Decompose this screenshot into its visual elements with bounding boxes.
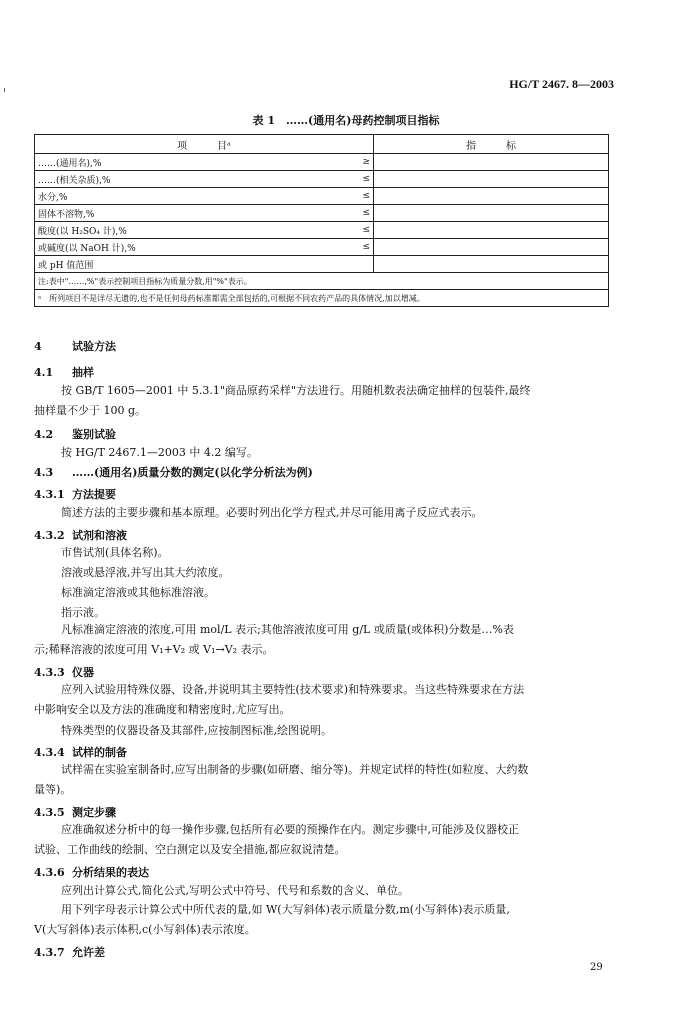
paragraph: 抽样量不少于 100 g。 (34, 404, 147, 417)
section-title: 鉴别试验 (72, 428, 116, 441)
section-number: 4 (34, 340, 42, 353)
paragraph: 试样需在实验室制备时,应写出制备的步骤(如研磨、缩分等)。并规定试样的特性(如粒度、大约数 (61, 763, 529, 776)
row-symbol: ≤ (353, 188, 374, 205)
table-row (35, 256, 609, 273)
table-caption: 表 1 ……(通用名)母药控制项目指标 (252, 114, 440, 127)
section-heading (34, 944, 105, 960)
table-footnote-row (35, 290, 609, 307)
row-item: 酸度(以 H₂SO₄ 计),% (35, 222, 354, 239)
section-heading (34, 744, 127, 760)
paragraph: 应准确叙述分析中的每一操作步骤,包括所有必要的预操作在内。测定步骤中,可能涉及仪器校正 (61, 823, 519, 836)
section-number: 4.3.7 (34, 946, 65, 959)
paragraph: 应列入试验用特殊仪器、设备,并说明其主要特性(技术要求)和特殊要求。当这些特殊要求在方法 (61, 683, 525, 696)
table-footnote: ᵃ 所列项目不是详尽无遗的,也不是任何母药标准都需全部包括的,可根据不同农药产品的具体情况,加以增减。 (35, 290, 609, 307)
table-row (35, 222, 609, 239)
section-number: 4.2 (34, 428, 54, 441)
section-heading (34, 426, 116, 442)
row-item: 或碱度(以 NaOH 计),% (35, 239, 354, 256)
table-body (35, 154, 609, 273)
row-value (374, 222, 609, 239)
section-title: 试样的制备 (72, 746, 127, 759)
paragraph: 凡标准滴定溶液的浓度,可用 mol/L 表示;其他溶液浓度可用 g/L 或质量(或体积)分数是…%表 (61, 623, 514, 636)
row-value (374, 171, 609, 188)
section-title: 分析结果的表达 (72, 866, 149, 879)
table-row (35, 171, 609, 188)
paragraph: 特殊类型的仪器设备及其部件,应按制图标准,绘图说明。 (61, 724, 332, 737)
section-number: 4.3.4 (34, 746, 65, 759)
table-row (35, 188, 609, 205)
indicator-table (34, 134, 609, 307)
section-title: 测定步骤 (72, 806, 116, 819)
row-symbol: ≥ (353, 154, 374, 171)
paragraph: V(大写斜体)表示体积,c(小写斜体)表示浓度。 (34, 923, 256, 936)
table-note: 注:表中"……,%"表示控制项目指标为质量分数,用"%"表示。 (35, 273, 609, 290)
table-row (35, 154, 609, 171)
row-value (374, 188, 609, 205)
row-symbol: ≤ (353, 205, 374, 222)
paragraph: 量等)。 (34, 783, 72, 796)
paragraph: 按 HG/T 2467.1—2003 中 4.2 编写。 (61, 446, 258, 459)
section-heading (34, 364, 94, 380)
row-item: ……(相关杂质),% (35, 171, 354, 188)
table-row (35, 205, 609, 222)
margin-mark (4, 88, 5, 92)
section-heading (34, 864, 149, 880)
row-symbol: ≤ (353, 239, 374, 256)
paragraph: 应列出计算公式,简化公式,写明公式中符号、代号和系数的含义、单位。 (61, 884, 409, 897)
section-title: 方法提要 (72, 488, 116, 501)
paragraph: 溶液或悬浮液,并写出其大约浓度。 (61, 566, 230, 579)
section-number: 4.3.1 (34, 488, 65, 501)
section-number: 4.1 (34, 366, 54, 379)
row-item: ……(通用名),% (35, 154, 354, 171)
paragraph: 示;稀释溶液的浓度可用 V₁+V₂ 或 V₁→V₂ 表示。 (34, 643, 274, 656)
page-number: 29 (590, 962, 603, 973)
paragraph: 中影响安全以及方法的准确度和精密度时,尤应写出。 (34, 703, 291, 716)
paragraph: 用下列字母表示计算公式中所代表的量,如 W(大写斜体)表示质量分数,m(小写斜体)表示质量, (61, 903, 510, 916)
section-title: 仪器 (72, 666, 94, 679)
paragraph: 按 GB/T 1605—2001 中 5.3.1"商品原药采样"方法进行。用随机数表法确定抽样的包装件,最终 (61, 384, 531, 397)
row-symbol (353, 256, 374, 273)
section-heading (34, 464, 313, 480)
paragraph: 简述方法的主要步骤和基本原理。必要时列出化学方程式,并尽可能用离子反应式表示。 (61, 506, 483, 519)
table-header-row (35, 135, 609, 154)
paragraph: 试验、工作曲线的绘制、空白测定以及安全措施,都应叙说清楚。 (34, 843, 346, 856)
row-item: 或 pH 值范围 (35, 256, 354, 273)
section-number: 4.3.6 (34, 866, 65, 879)
column-header-item: 项 目ᵃ (35, 135, 374, 154)
column-header-value: 指 标 (374, 135, 609, 154)
section-title: 试剂和溶液 (72, 529, 127, 542)
row-value (374, 205, 609, 222)
section-heading (34, 664, 94, 680)
section-title: 抽样 (72, 366, 94, 379)
document-code: HG/T 2467. 8—2003 (509, 77, 614, 91)
row-symbol: ≤ (353, 222, 374, 239)
section-heading (34, 804, 116, 820)
section-number: 4.3.2 (34, 529, 65, 542)
paragraph: 标准滴定溶液或其他标准溶液。 (61, 586, 215, 599)
row-item: 水分,% (35, 188, 354, 205)
row-symbol: ≤ (353, 171, 374, 188)
paragraph: 指示液。 (61, 606, 105, 619)
section-heading (34, 527, 127, 543)
section-number: 4.3.5 (34, 806, 65, 819)
section-title: 允许差 (72, 946, 105, 959)
paragraph: 市售试剂(具体名称)。 (61, 546, 169, 559)
table-note-row (35, 273, 609, 290)
row-value (374, 154, 609, 171)
section-heading (34, 338, 116, 354)
table-row (35, 239, 609, 256)
section-number: 4.3.3 (34, 666, 65, 679)
row-item: 固体不溶物,% (35, 205, 354, 222)
row-value (374, 256, 609, 273)
section-title: 试验方法 (72, 340, 116, 353)
section-title: ……(通用名)质量分数的测定(以化学分析法为例) (72, 466, 313, 479)
section-number: 4.3 (34, 466, 54, 479)
row-value (374, 239, 609, 256)
section-heading (34, 486, 116, 502)
